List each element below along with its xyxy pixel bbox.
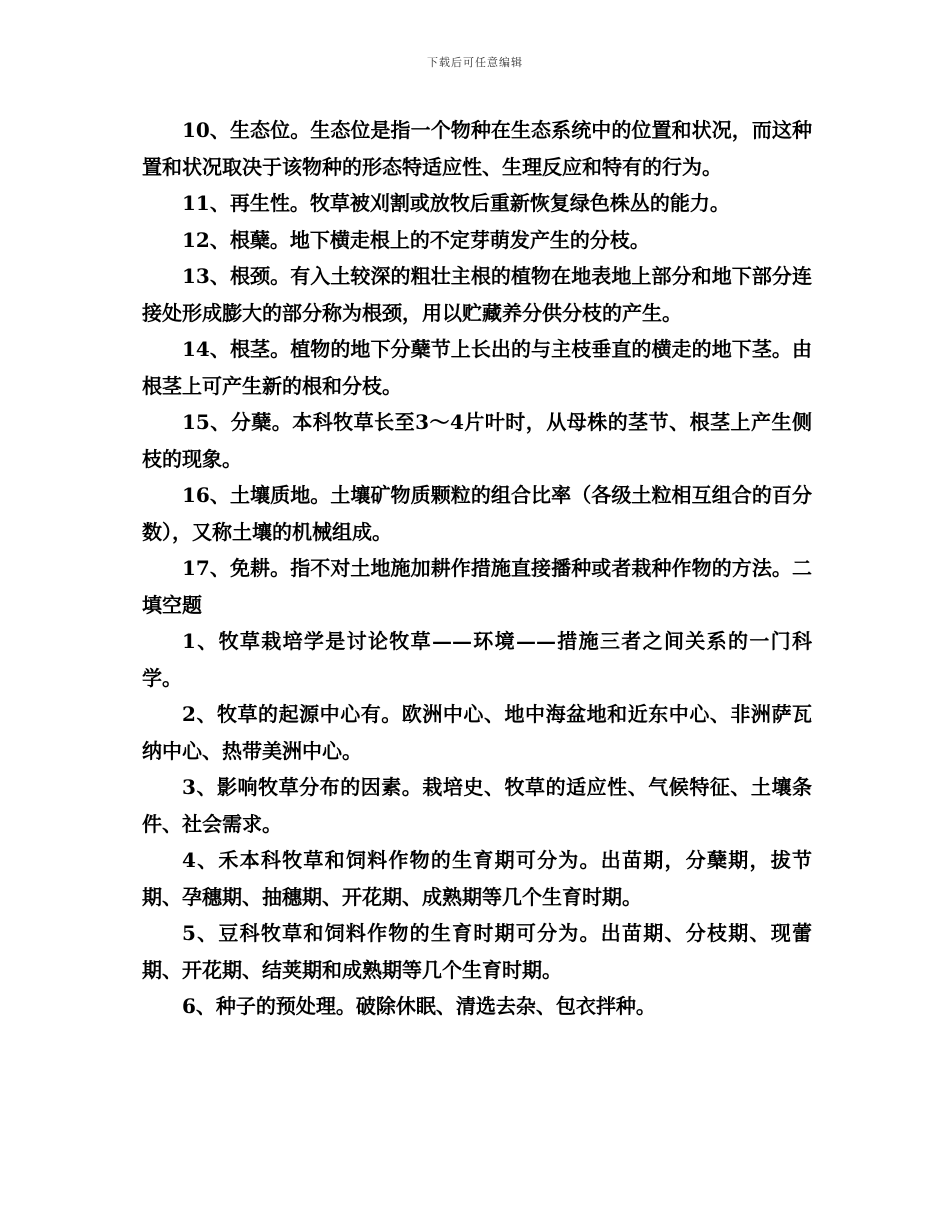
paragraph-rhizome: 14、根茎。植物的地下分蘖节上长出的与主枝垂直的横走的地下茎。由根茎上可产生新的根和分枝。 bbox=[142, 337, 812, 398]
paragraph-root-crown: 13、根颈。有入土较深的粗壮主根的植物在地表地上部分和地下部分连接处形成膨大的部分称为根颈，用以贮藏养分供分枝的产生。 bbox=[142, 264, 812, 325]
page-header: 下载后可任意编辑 bbox=[427, 56, 523, 69]
paragraph-fill-4: 4、禾本科牧草和饲料作物的生育期可分为。出苗期，分蘖期，拔节期、孕穗期、抽穗期、开花期、成熟期等几个生育时期。 bbox=[142, 848, 812, 909]
paragraph-tillering: 15、分蘖。本科牧草长至3～4片叶时，从母株的茎节、根茎上产生侧枝的现象。 bbox=[142, 410, 812, 471]
paragraph-root-tiller: 12、根蘖。地下横走根上的不定芽萌发产生的分枝。 bbox=[182, 227, 650, 252]
paragraph-fill-1: 1、牧草栽培学是讨论牧草——环境——措施三者之间关系的一门科学。 bbox=[142, 629, 812, 690]
paragraph-no-tillage: 17、免耕。指不对土地施加耕作措施直接播种或者栽种作物的方法。二填空题 bbox=[142, 556, 812, 617]
paragraph-niche: 10、生态位。生态位是指一个物种在生态系统中的位置和状况，而这种置和状况取决于该物种的形态特适应性、生理反应和特有的行为。 bbox=[142, 118, 812, 179]
paragraph-fill-5: 5、豆科牧草和饲料作物的生育时期可分为。出苗期、分枝期、现蕾期、开花期、结荚期和成熟期等几个生育时期。 bbox=[142, 921, 812, 982]
paragraph-fill-6: 6、种子的预处理。破除休眠、清选去杂、包衣拌种。 bbox=[182, 994, 656, 1018]
paragraph-fill-2: 2、牧草的起源中心有。欧洲中心、地中海盆地和近东中心、非洲萨瓦纳中心、热带美洲中心。 bbox=[142, 702, 812, 763]
document-body bbox=[142, 112, 812, 1025]
paragraph-soil-texture: 16、土壤质地。土壤矿物质颗粒的组合比率（各级土粒相互组合的百分数），又称土壤的机械组成。 bbox=[142, 483, 812, 544]
paragraph-regeneration: 11、再生性。牧草被刈割或放牧后重新恢复绿色株丛的能力。 bbox=[182, 191, 730, 215]
paragraph-fill-3: 3、影响牧草分布的因素。栽培史、牧草的适应性、气候特征、土壤条件、社会需求。 bbox=[142, 775, 812, 836]
